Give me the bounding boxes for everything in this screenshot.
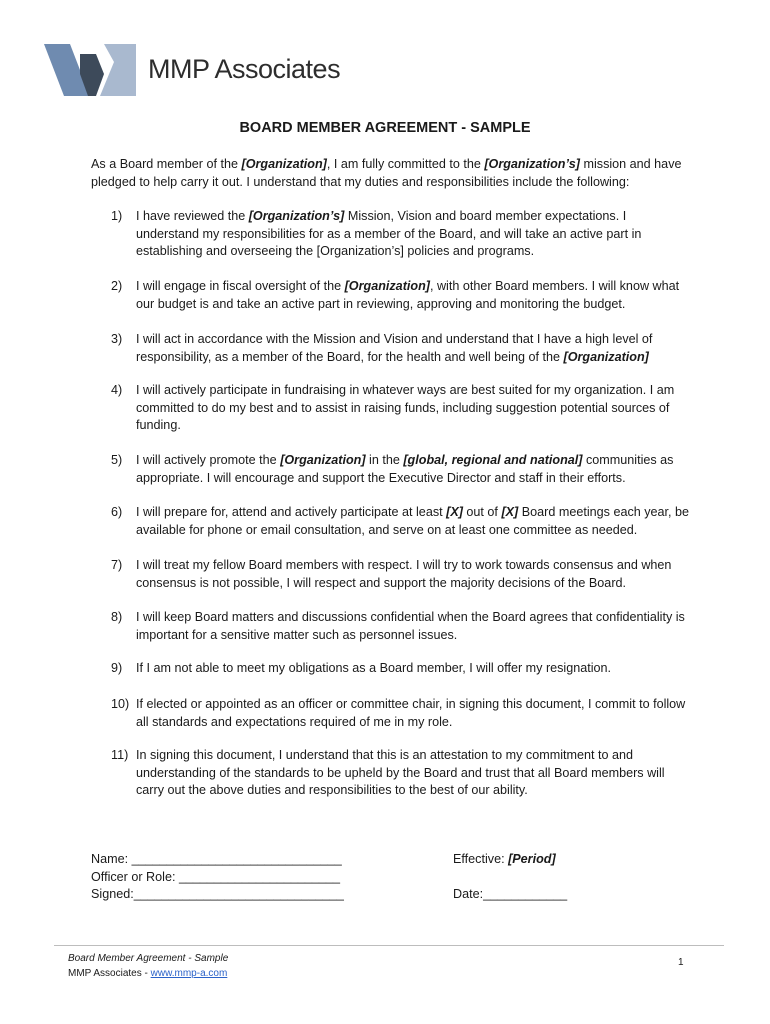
list-item-text (136, 609, 691, 644)
text-run: I will treat my fellow Board members with respect. I will try to work towards consensus and when consensus is not possible, I will respect and support the majority decisions of the Board. (136, 558, 672, 590)
list-item-text (136, 452, 691, 487)
text-run: communities as appropriate. I will encourage and support the Executive Director and staff in their efforts. (136, 453, 674, 485)
list-item-number: 7) (111, 558, 123, 572)
text-run: , with other Board members. I will know what our budget is and take an active part in reviewing, approving and monitoring the budget. (136, 279, 680, 311)
list-item-number: 4) (111, 383, 123, 397)
role-field-line[interactable]: Officer or Role: _______________________ (91, 870, 341, 884)
list-item-text (136, 382, 691, 435)
placeholder-field: [global, regional and national] (403, 453, 583, 467)
company-logo (44, 44, 344, 96)
footer-divider (54, 945, 724, 946)
placeholder-field: [Organization] (563, 349, 649, 364)
intro-paragraph (91, 156, 691, 191)
text-run: Mission, Vision and board member expectations. I understand my responsibilities for as a member of the Board, and will take an active part in establishing and overseeing the [Organization’s] policies and programs. (136, 209, 642, 259)
list-item-number: 1) (111, 209, 123, 223)
list-item-number: 5) (111, 453, 123, 467)
effective-value: [Period] (508, 852, 556, 866)
list-item-text (136, 696, 691, 731)
text-run: Board meetings each year, be available for phone or email consultation, and serve on at least one committee as needed. (136, 505, 690, 537)
list-item-text (136, 208, 691, 261)
text-run: As a Board member of the (91, 157, 242, 171)
text-run: mission and have pledged to help carry it out. I understand that my duties and responsibilities include the following: (91, 157, 682, 189)
name-field-line[interactable]: Name: ______________________________ (91, 852, 342, 866)
text-run: If elected or appointed as an officer or committee chair, in signing this document, I commit to follow all standards and expectations required of me in my role. (136, 697, 686, 729)
text-run: I have reviewed the (136, 209, 249, 223)
placeholder-field: [X] (501, 505, 519, 519)
text-run: I will act in accordance with the Mission and Vision and understand that I have a high level of responsibility, as a member of the Board, for the health and well being of the (136, 332, 653, 364)
list-item-number: 9) (111, 661, 123, 675)
placeholder-field: [Organization’s] (248, 209, 345, 223)
footer-company: MMP Associates - (68, 968, 151, 979)
list-item-number: 10) (111, 697, 130, 711)
placeholder-field: [X] (446, 505, 463, 519)
list-item-number: 11) (111, 748, 129, 762)
list-item-text (136, 557, 691, 592)
signed-field-line[interactable]: Signed:______________________________ (91, 887, 344, 901)
footer-company-line (68, 966, 228, 981)
list-item-number: 2) (111, 279, 123, 293)
text-run: I will keep Board matters and discussions confidential when the Board agrees that confidentiality is important for a sensitive matter such as personnel issues. (136, 610, 685, 642)
list-item-text (136, 278, 691, 313)
page-number: 1 (678, 957, 684, 968)
text-run: In signing this document, I understand that this is an attestation to my commitment to and understanding of the standards to be upheld by the Board and trust that all Board members will carry out the above duties and responsibilities to the best of our ability. (136, 748, 665, 798)
footer-doc-title: Board Member Agreement - Sample (68, 953, 229, 964)
footer-website-link[interactable]: www.mmp-a.com (150, 968, 228, 979)
text-run: I will actively participate in fundraising in whatever ways are best suited for my organization. I am committed to do my best and to assist in raising funds, including suggestion potential sources of funding. (136, 383, 675, 433)
text-run: If I am not able to meet my obligations as a Board member, I will offer my resignation. (136, 661, 612, 675)
placeholder-field: [Organization] (241, 157, 327, 171)
text-run: in the (365, 453, 404, 467)
list-item-text (136, 660, 691, 678)
text-run: I will prepare for, attend and actively participate at least (136, 505, 447, 519)
logo-shape-right (100, 44, 136, 96)
list-item-number: 6) (111, 505, 123, 519)
text-run: I will actively promote the (136, 453, 281, 467)
list-item-text (136, 331, 691, 366)
list-item-text (136, 747, 691, 800)
effective-field (453, 851, 556, 869)
list-item-text (136, 504, 691, 539)
document-title: BOARD MEMBER AGREEMENT - SAMPLE (239, 120, 531, 136)
list-item-number: 3) (111, 332, 123, 346)
logo-wordmark: MMP Associates (148, 54, 341, 84)
logo-mark-icon (44, 44, 140, 96)
placeholder-field: [Organization’s] (484, 157, 580, 171)
text-run: I will engage in fiscal oversight of the (136, 279, 345, 293)
list-item-number: 8) (111, 610, 123, 624)
effective-label: Effective: (453, 852, 509, 866)
text-run: , I am fully committed to the (326, 157, 485, 171)
text-run: out of (462, 505, 502, 519)
date-field-line[interactable]: Date:____________ (453, 887, 568, 901)
placeholder-field: [Organization] (344, 279, 430, 293)
placeholder-field: [Organization] (280, 453, 366, 467)
footer-info (68, 951, 228, 981)
